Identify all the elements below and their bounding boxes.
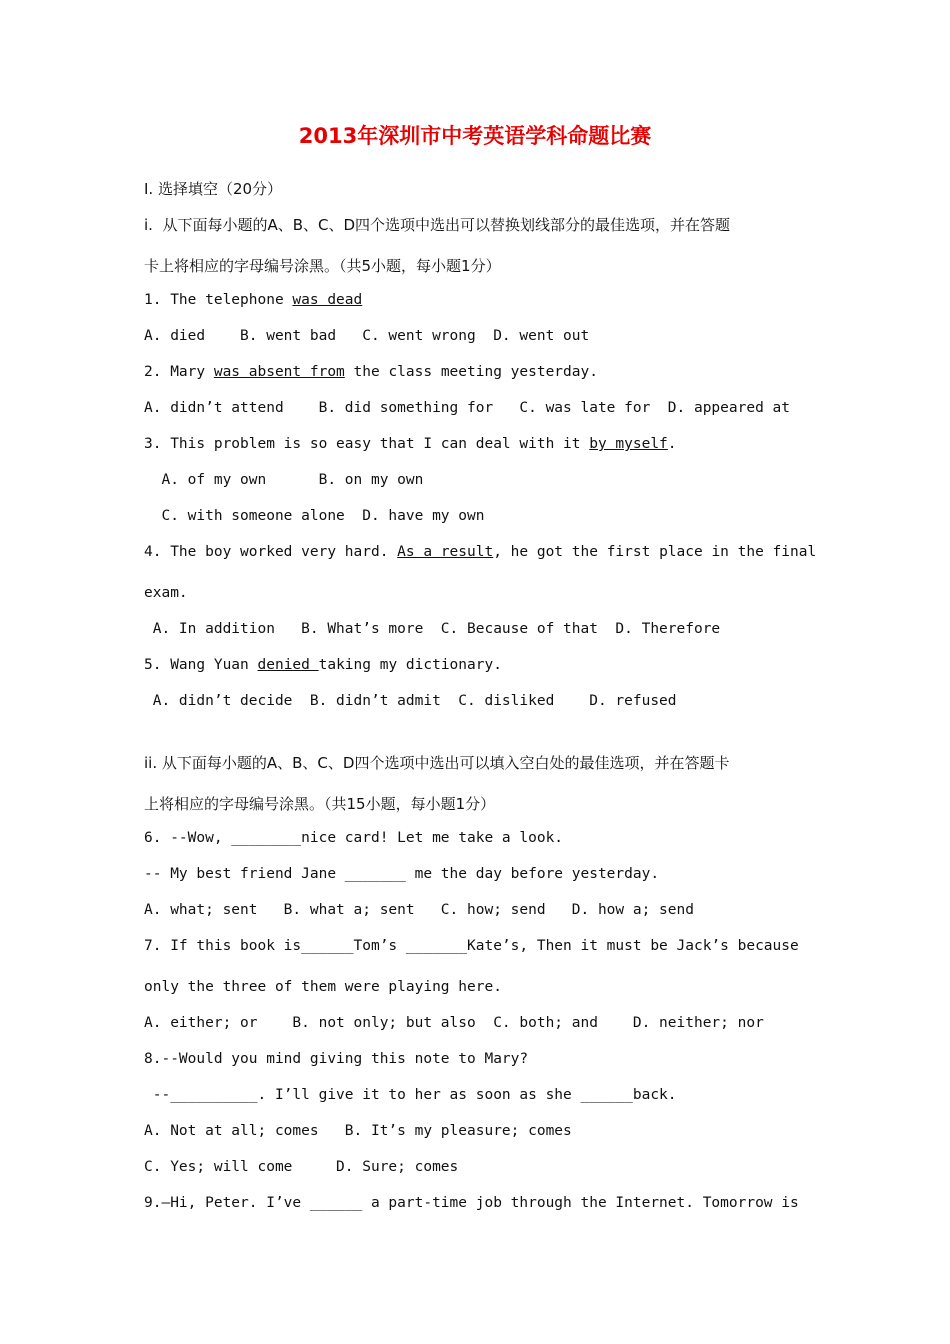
- question-7-options: A. either; or B. not only; but also C. both; and D. neither; nor: [144, 1015, 764, 1031]
- underlined-phrase: by myself: [589, 436, 668, 452]
- section-heading: Ⅰ. 选择填空（20分）: [144, 180, 283, 198]
- question-6: 6. --Wow, ________nice card! Let me take a look.: [144, 830, 564, 846]
- part-i-instruction-line2: 卡上将相应的字母编号涂黑。（共5小题，每小题1分）: [144, 257, 501, 275]
- question-text: 3. This problem is so easy that I can deal with it: [144, 436, 590, 452]
- question-4: [144, 544, 816, 560]
- question-4-continuation: exam.: [144, 585, 188, 601]
- question-1-options: A. died B. went bad C. went wrong D. went out: [144, 328, 590, 344]
- question-text-tail: , he got the first place in the final: [493, 544, 817, 560]
- question-7-line2: only the three of them were playing here.: [144, 979, 502, 995]
- part-i-instruction-line1: i. 从下面每小题的A、B、C、D四个选项中选出可以替换划线部分的最佳选项，并在答题: [144, 216, 731, 234]
- question-4-options: A. In addition B. What’s more C. Because of that D. Therefore: [144, 621, 721, 637]
- question-3-options-ab: A. of my own B. on my own: [144, 472, 424, 488]
- underlined-phrase: As a result: [397, 544, 494, 560]
- underlined-phrase: was dead: [292, 292, 363, 308]
- underlined-phrase: was absent from: [213, 364, 345, 380]
- part-ii-instruction-line1: ii. 从下面每小题的A、B、C、D四个选项中选出可以填入空白处的最佳选项，并在答题卡: [144, 754, 730, 772]
- question-5-options: A. didn’t decide B. didn’t admit C. disliked D. refused: [144, 693, 677, 709]
- question-text-tail: .: [667, 436, 677, 452]
- question-2-options: A. didn’t attend B. did something for C. was late for D. appeared at: [144, 400, 791, 416]
- part-ii-instruction-line2: 上将相应的字母编号涂黑。（共15小题，每小题1分）: [144, 795, 496, 813]
- underlined-phrase: denied: [257, 657, 319, 673]
- question-text: 2. Mary: [144, 364, 214, 380]
- question-text-tail: the class meeting yesterday.: [344, 364, 598, 380]
- question-6-options: A. what; sent B. what a; sent C. how; send D. how a; send: [144, 902, 694, 918]
- question-9: 9.—Hi, Peter. I’ve ______ a part-time job through the Internet. Tomorrow is: [144, 1195, 799, 1211]
- question-7: 7. If this book is______Tom’s _______Kate’s, Then it must be Jack’s because: [144, 938, 799, 954]
- question-2: [144, 364, 598, 380]
- question-3: [144, 436, 677, 452]
- question-8-options-cd: C. Yes; will come D. Sure; comes: [144, 1159, 459, 1175]
- question-text: 4. The boy worked very hard.: [144, 544, 398, 560]
- question-1: [144, 292, 362, 308]
- question-5: [144, 657, 502, 673]
- question-6-line2: -- My best friend Jane _______ me the day before yesterday.: [144, 866, 660, 882]
- question-text: 1. The telephone: [144, 292, 293, 308]
- question-text: 5. Wang Yuan: [144, 657, 258, 673]
- question-8-options-ab: A. Not at all; comes B. It’s my pleasure; comes: [144, 1123, 572, 1139]
- question-8: 8.--Would you mind giving this note to Mary?: [144, 1051, 529, 1067]
- question-8-line2: --__________. I’ll give it to her as soon as she ______back.: [144, 1087, 677, 1103]
- question-3-options-cd: C. with someone alone D. have my own: [144, 508, 485, 524]
- question-text-tail: taking my dictionary.: [318, 657, 502, 673]
- page-title: 2013年深圳市中考英语学科命题比赛: [298, 124, 652, 148]
